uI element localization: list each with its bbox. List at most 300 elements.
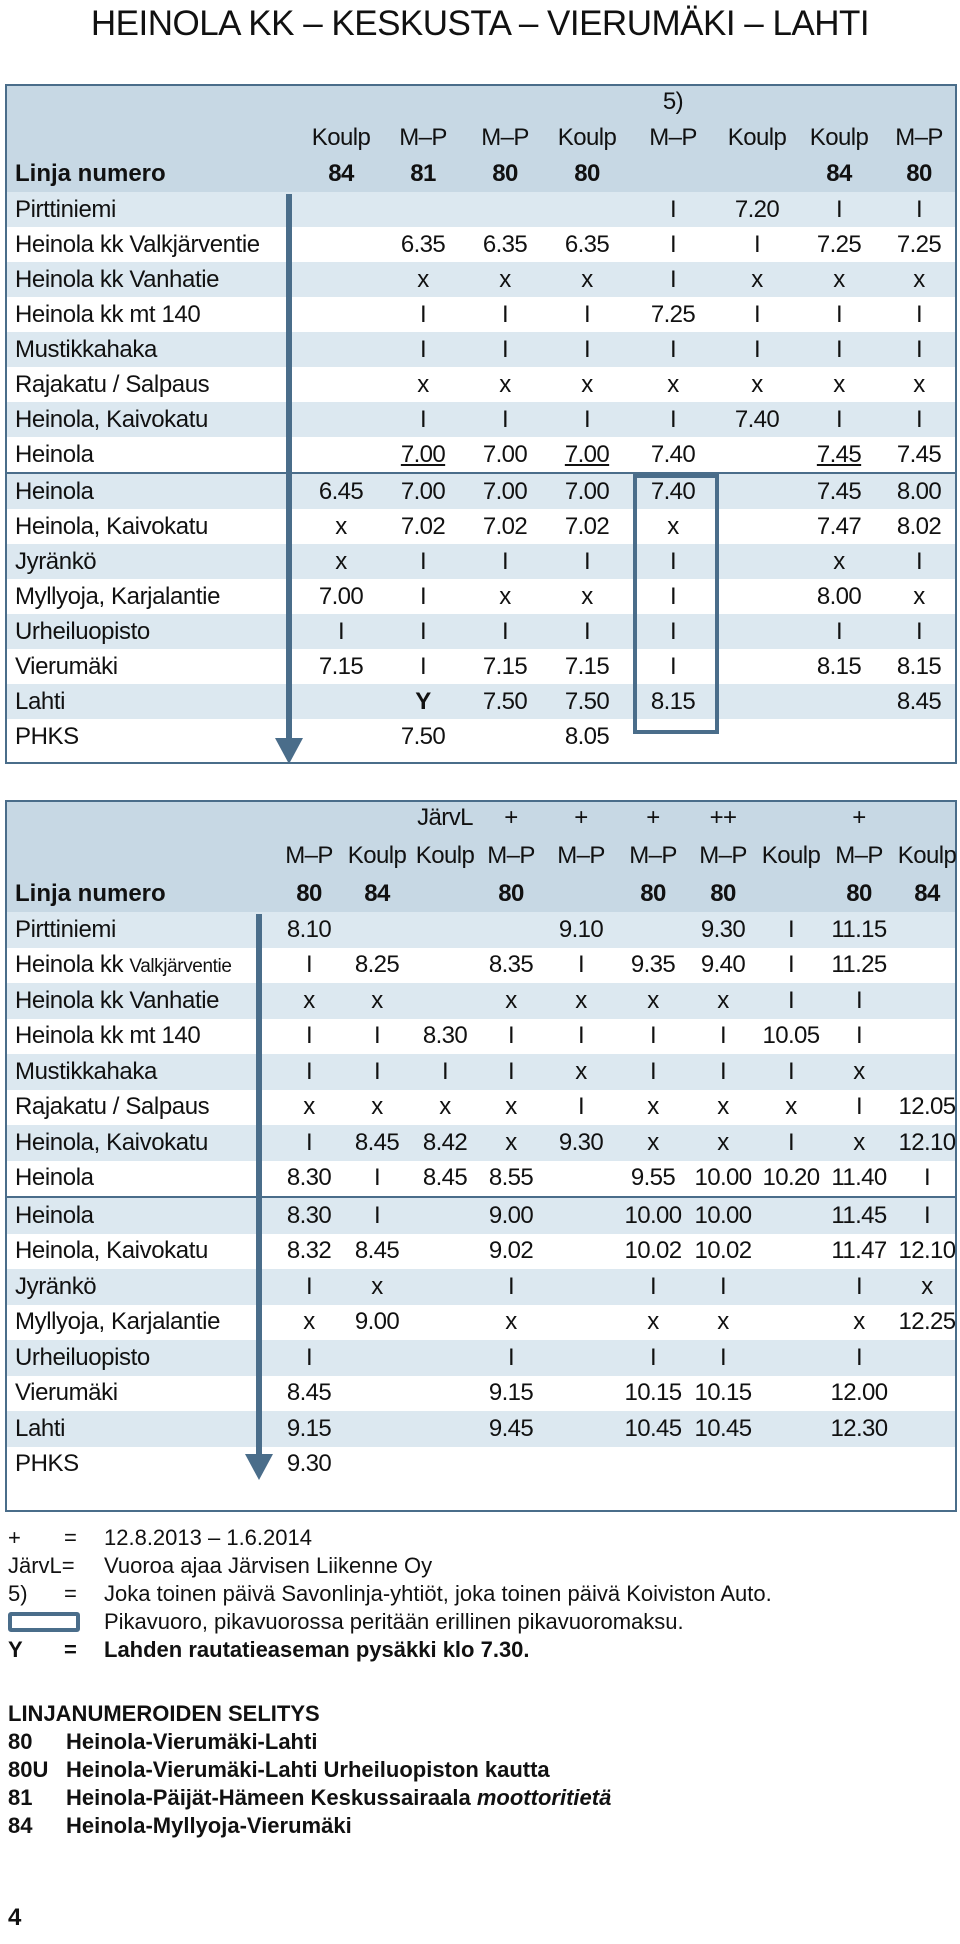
time-cell: I — [373, 1057, 381, 1085]
time-cell: 12.10 — [898, 1237, 956, 1265]
stop-name: Heinola — [15, 1201, 94, 1229]
time-cell: x — [647, 1093, 659, 1121]
time-cell: I — [583, 405, 591, 433]
time-cell: 7.25 — [816, 230, 862, 258]
legend-number: 81 — [8, 1785, 33, 1810]
time-cell: I — [577, 1022, 585, 1050]
time-cell: 9.40 — [700, 951, 746, 979]
time-cell: 9.10 — [558, 915, 604, 943]
time-cell: 11.25 — [831, 951, 887, 979]
time-cell: 10.05 — [762, 1022, 820, 1050]
time-cell: I — [669, 335, 677, 363]
time-cell: 7.00 — [400, 440, 446, 468]
day-type: Koulp — [761, 842, 821, 869]
notes — [8, 1524, 948, 1664]
time-cell: x — [439, 1093, 451, 1121]
time-cell: I — [669, 652, 677, 680]
time-cell: 7.45 — [896, 440, 942, 468]
page-title: HEINOLA KK – KESKUSTA – VIERUMÄKI – LAHTI — [90, 4, 870, 43]
line-number: 84 — [826, 160, 852, 187]
note-row — [8, 1524, 948, 1552]
stop-name: Rajakatu / Salpaus — [15, 1093, 210, 1121]
note-eq: = — [64, 1525, 77, 1550]
time-cell: I — [719, 1022, 727, 1050]
time-cell: x — [371, 1272, 383, 1300]
row-background — [7, 192, 955, 227]
time-cell: I — [501, 547, 509, 575]
time-cell: I — [915, 300, 923, 328]
legend-text: Heinola-Päijät-Hämeen Keskussairaala moottoritietä — [66, 1785, 612, 1810]
time-cell: 8.35 — [488, 951, 534, 979]
time-cell: 11.47 — [831, 1237, 887, 1265]
line-number: 80 — [906, 160, 932, 187]
line-number: 80 — [710, 880, 736, 907]
footnote-marker: 5) — [662, 88, 684, 115]
note-eq: = — [64, 1637, 77, 1662]
timetable-morning — [5, 84, 957, 764]
note-row — [8, 1580, 948, 1608]
time-cell: x — [717, 986, 729, 1014]
stop-name: Jyränkö — [15, 547, 97, 575]
time-cell: I — [501, 405, 509, 433]
time-cell: I — [669, 582, 677, 610]
time-cell: 7.00 — [564, 477, 610, 505]
time-cell: 7.40 — [650, 440, 696, 468]
time-cell: I — [577, 1093, 585, 1121]
time-cell: 7.47 — [816, 512, 862, 540]
legend-text: Heinola-Vierumäki-Lahti Urheiluopiston kautta — [66, 1757, 550, 1782]
time-cell: I — [669, 265, 677, 293]
time-cell: x — [751, 370, 763, 398]
row-background — [7, 1376, 955, 1412]
time-cell: I — [855, 1093, 863, 1121]
stop-name: Heinola, Kaivokatu — [15, 405, 208, 433]
note-text: Vuoroa ajaa Järvisen Liikenne Oy — [104, 1553, 433, 1578]
time-cell: x — [921, 1272, 933, 1300]
time-cell: 7.50 — [482, 687, 528, 715]
time-cell: 9.30 — [558, 1128, 604, 1156]
time-cell: x — [581, 370, 593, 398]
time-cell: 12.00 — [830, 1379, 888, 1407]
time-cell: I — [583, 335, 591, 363]
time-cell: 8.10 — [286, 915, 332, 943]
time-cell: I — [577, 951, 585, 979]
time-cell: I — [507, 1343, 515, 1371]
note-text: 12.8.2013 – 1.6.2014 — [104, 1525, 312, 1550]
stop-name: Lahti — [15, 687, 66, 715]
time-cell: 9.00 — [488, 1201, 534, 1229]
footnote-marker: + — [504, 804, 518, 831]
row-background — [7, 1198, 955, 1234]
row-background — [7, 474, 955, 509]
footnote-marker: ++ — [709, 804, 737, 831]
line-number: 80 — [640, 880, 666, 907]
time-cell: x — [499, 265, 511, 293]
row-background — [7, 1447, 955, 1483]
time-cell: x — [717, 1128, 729, 1156]
time-cell: I — [305, 1128, 313, 1156]
time-cell: I — [835, 195, 843, 223]
time-cell: 7.00 — [564, 440, 610, 468]
time-cell: x — [667, 512, 679, 540]
line-number: 84 — [914, 880, 940, 907]
time-cell: 7.25 — [896, 230, 942, 258]
time-cell: 8.15 — [650, 687, 696, 715]
time-cell: 7.25 — [650, 300, 696, 328]
time-cell: x — [833, 547, 845, 575]
row-background — [7, 437, 955, 472]
time-cell: 7.45 — [816, 477, 862, 505]
time-cell: I — [915, 617, 923, 645]
time-cell: 7.02 — [564, 512, 610, 540]
stop-name: Heinola kk Vanhatie — [15, 986, 220, 1014]
time-cell: x — [717, 1308, 729, 1336]
time-cell: I — [669, 547, 677, 575]
stop-name: Rajakatu / Salpaus — [15, 370, 210, 398]
day-type: M–P — [629, 842, 677, 869]
time-cell: 7.40 — [734, 405, 780, 433]
day-type: Koulp — [347, 842, 407, 869]
stop-name: Jyränkö — [15, 1272, 97, 1300]
day-type: M–P — [557, 842, 605, 869]
time-cell: x — [505, 1093, 517, 1121]
row-background — [7, 719, 955, 754]
note-key: Y — [8, 1637, 23, 1662]
time-cell: I — [507, 1057, 515, 1085]
time-cell: 6.35 — [564, 230, 610, 258]
row-background — [7, 544, 955, 579]
direction-arrow-line — [286, 194, 292, 740]
express-route-box — [633, 474, 719, 734]
time-cell: I — [507, 1022, 515, 1050]
footnote-marker: + — [646, 804, 660, 831]
day-type: M–P — [399, 124, 447, 151]
time-cell: x — [581, 265, 593, 293]
time-cell: I — [719, 1343, 727, 1371]
legend-number: 80 — [8, 1729, 33, 1754]
time-cell: 9.30 — [700, 915, 746, 943]
legend-item — [8, 1756, 550, 1784]
time-cell: I — [719, 1272, 727, 1300]
time-cell: I — [419, 547, 427, 575]
time-cell: I — [669, 195, 677, 223]
time-cell: x — [335, 512, 347, 540]
time-cell: I — [419, 617, 427, 645]
stop-name: Myllyoja, Karjalantie — [15, 1308, 221, 1336]
time-cell: 8.05 — [564, 722, 610, 750]
time-cell: 8.15 — [816, 652, 862, 680]
day-type: Koulp — [897, 842, 957, 869]
row-background — [7, 649, 955, 684]
time-cell: 10.15 — [694, 1379, 752, 1407]
time-cell: I — [753, 335, 761, 363]
stop-name: Heinola kk Vanhatie — [15, 265, 220, 293]
time-cell: I — [305, 1022, 313, 1050]
stop-name: Pirttiniemi — [15, 195, 116, 223]
line-number: 80 — [846, 880, 872, 907]
time-cell: I — [835, 335, 843, 363]
time-cell: I — [649, 1022, 657, 1050]
time-cell: I — [787, 1128, 795, 1156]
stop-name: Heinola — [15, 440, 94, 468]
note-key: 5) — [8, 1581, 28, 1606]
time-cell: 8.30 — [286, 1164, 332, 1192]
time-cell: x — [417, 265, 429, 293]
time-cell: I — [419, 300, 427, 328]
line-number: 80 — [296, 880, 322, 907]
time-cell: x — [853, 1308, 865, 1336]
time-cell: I — [855, 1272, 863, 1300]
time-cell: I — [441, 1057, 449, 1085]
time-cell: I — [337, 617, 345, 645]
line-number: 80 — [574, 160, 600, 187]
time-cell: I — [669, 617, 677, 645]
time-cell: 8.42 — [422, 1128, 468, 1156]
line-number-label: Linja numero — [15, 160, 166, 187]
time-cell: 10.45 — [694, 1414, 752, 1442]
line-number: 81 — [410, 160, 436, 187]
time-cell: I — [669, 230, 677, 258]
time-cell: 9.55 — [630, 1164, 676, 1192]
time-cell: 8.32 — [286, 1237, 332, 1265]
time-cell: x — [335, 547, 347, 575]
time-cell: x — [785, 1093, 797, 1121]
time-cell: x — [575, 986, 587, 1014]
stop-name: Mustikkahaka — [15, 335, 157, 363]
time-cell: x — [303, 1308, 315, 1336]
time-cell: I — [373, 1164, 381, 1192]
time-cell: x — [575, 1057, 587, 1085]
time-cell: I — [923, 1164, 931, 1192]
express-legend-box — [8, 1612, 80, 1632]
time-cell: 7.15 — [564, 652, 610, 680]
time-cell: 7.02 — [482, 512, 528, 540]
time-cell: 11.40 — [831, 1164, 887, 1192]
legend-number: 84 — [8, 1813, 33, 1838]
stop-name: Vierumäki — [15, 652, 118, 680]
note-key: JärvL= — [8, 1553, 75, 1578]
direction-arrow-icon — [275, 738, 303, 764]
time-cell: 12.25 — [898, 1308, 956, 1336]
day-type: M–P — [481, 124, 529, 151]
time-cell: x — [499, 370, 511, 398]
time-cell: 10.15 — [624, 1379, 682, 1407]
time-cell: 8.30 — [286, 1201, 332, 1229]
day-type: M–P — [699, 842, 747, 869]
day-type: Koulp — [311, 124, 371, 151]
time-cell: x — [751, 265, 763, 293]
stop-name: PHKS — [15, 1450, 79, 1478]
line-number: 84 — [364, 880, 390, 907]
stop-name: PHKS — [15, 722, 79, 750]
section-divider — [7, 1196, 955, 1198]
stop-name: Heinola kk mt 140 — [15, 1022, 201, 1050]
time-cell: 7.15 — [318, 652, 364, 680]
time-cell: x — [913, 370, 925, 398]
time-cell: x — [581, 582, 593, 610]
day-type: M–P — [649, 124, 697, 151]
time-cell: I — [835, 405, 843, 433]
stop-name: Lahti — [15, 1414, 66, 1442]
note-text: Lahden rautatieaseman pysäkki klo 7.30. — [104, 1637, 530, 1662]
time-cell: I — [583, 547, 591, 575]
time-cell: 9.45 — [488, 1414, 534, 1442]
day-type: M–P — [285, 842, 333, 869]
time-cell: I — [649, 1272, 657, 1300]
note-text: Joka toinen päivä Savonlinja-yhtiöt, joka toinen päivä Koiviston Auto. — [104, 1581, 772, 1606]
legend-text: Heinola-Vierumäki-Lahti — [66, 1729, 318, 1754]
time-cell: x — [303, 986, 315, 1014]
time-cell: I — [305, 1057, 313, 1085]
stop-name: Vierumäki — [15, 1379, 118, 1407]
legend-item — [8, 1784, 612, 1812]
time-cell: 8.00 — [896, 477, 942, 505]
time-cell: I — [649, 1343, 657, 1371]
time-cell: 8.00 — [816, 582, 862, 610]
time-cell: 7.45 — [816, 440, 862, 468]
time-cell: 12.05 — [898, 1093, 956, 1121]
time-cell: x — [647, 986, 659, 1014]
stop-name: Urheiluopisto — [15, 1343, 150, 1371]
time-cell: 10.00 — [624, 1201, 682, 1229]
line-number-label: Linja numero — [15, 880, 166, 907]
time-cell: x — [371, 986, 383, 1014]
time-cell: I — [753, 230, 761, 258]
time-cell: I — [501, 300, 509, 328]
time-cell: x — [717, 1093, 729, 1121]
time-cell: I — [719, 1057, 727, 1085]
time-cell: 10.20 — [762, 1164, 820, 1192]
note-row — [8, 1636, 948, 1664]
day-type: Koulp — [727, 124, 787, 151]
stop-name: Heinola kk Valkjärventie — [15, 951, 232, 979]
time-cell: 7.50 — [400, 722, 446, 750]
note-key: + — [8, 1525, 21, 1550]
time-cell: 8.55 — [488, 1164, 534, 1192]
time-cell: 10.00 — [694, 1164, 752, 1192]
time-cell: 8.30 — [422, 1022, 468, 1050]
stop-name: Urheiluopisto — [15, 617, 150, 645]
stop-name: Myllyoja, Karjalantie — [15, 582, 221, 610]
line-number: 80 — [492, 160, 518, 187]
time-cell: I — [305, 951, 313, 979]
time-cell: I — [649, 1057, 657, 1085]
day-type: Koulp — [557, 124, 617, 151]
stop-name: Heinola, Kaivokatu — [15, 512, 208, 540]
stop-name: Heinola — [15, 1164, 94, 1192]
time-cell: 9.30 — [286, 1450, 332, 1478]
time-cell: 7.15 — [482, 652, 528, 680]
time-cell: x — [505, 1128, 517, 1156]
timetable-forenoon — [5, 800, 957, 1512]
note-row — [8, 1608, 948, 1636]
time-cell: I — [373, 1022, 381, 1050]
time-cell: 7.20 — [734, 195, 780, 223]
time-cell: x — [371, 1093, 383, 1121]
footnote-marker: JärvL — [417, 804, 473, 831]
direction-arrow-icon — [245, 1454, 273, 1480]
time-cell: 7.00 — [400, 477, 446, 505]
time-cell: I — [373, 1201, 381, 1229]
time-cell: 11.15 — [831, 915, 887, 943]
time-cell: 10.00 — [694, 1201, 752, 1229]
row-background — [7, 1269, 955, 1305]
time-cell: I — [915, 405, 923, 433]
time-cell: I — [583, 617, 591, 645]
time-cell: 7.02 — [400, 512, 446, 540]
time-cell: x — [853, 1057, 865, 1085]
time-cell: I — [915, 195, 923, 223]
time-cell: x — [913, 582, 925, 610]
line-number: 84 — [328, 160, 354, 187]
time-cell: I — [583, 300, 591, 328]
time-cell: I — [787, 986, 795, 1014]
line-number-legend — [8, 1700, 612, 1840]
stop-name: Heinola kk Valkjärventie — [15, 230, 260, 258]
stop-name: Heinola kk mt 140 — [15, 300, 201, 328]
time-cell: 12.30 — [830, 1414, 888, 1442]
time-cell: 6.35 — [400, 230, 446, 258]
time-cell: 7.50 — [564, 687, 610, 715]
time-cell: 8.45 — [422, 1164, 468, 1192]
time-cell: 11.45 — [831, 1201, 887, 1229]
page-number: 4 — [8, 1904, 22, 1931]
note-row — [8, 1552, 948, 1580]
day-type: Koulp — [809, 124, 869, 151]
time-cell: 9.00 — [354, 1308, 400, 1336]
day-type: M–P — [895, 124, 943, 151]
time-cell: I — [501, 335, 509, 363]
legend-item — [8, 1728, 320, 1756]
time-cell: I — [923, 1201, 931, 1229]
note-text: Pikavuoro, pikavuorossa peritään erillinen pikavuoromaksu. — [104, 1609, 684, 1634]
time-cell: I — [419, 335, 427, 363]
time-cell: 12.10 — [898, 1128, 956, 1156]
day-type: M–P — [835, 842, 883, 869]
time-cell: 7.00 — [482, 440, 528, 468]
time-cell: 9.15 — [286, 1414, 332, 1442]
time-cell: 8.45 — [354, 1128, 400, 1156]
time-cell: 8.02 — [896, 512, 942, 540]
time-cell: 6.45 — [318, 477, 364, 505]
line-number: 80 — [498, 880, 524, 907]
time-cell: I — [419, 405, 427, 433]
time-cell: I — [507, 1272, 515, 1300]
section-divider — [7, 472, 955, 474]
time-cell: I — [835, 300, 843, 328]
time-cell: 9.15 — [488, 1379, 534, 1407]
time-cell: 8.45 — [896, 687, 942, 715]
row-background — [7, 912, 955, 948]
footnote-marker: + — [574, 804, 588, 831]
time-cell: 7.00 — [482, 477, 528, 505]
time-cell: I — [787, 915, 795, 943]
time-cell: I — [419, 652, 427, 680]
time-cell: 8.25 — [354, 951, 400, 979]
stop-name: Mustikkahaka — [15, 1057, 157, 1085]
time-cell: x — [505, 1308, 517, 1336]
time-cell: I — [753, 300, 761, 328]
time-cell: I — [787, 951, 795, 979]
time-cell: x — [647, 1128, 659, 1156]
time-cell: I — [855, 1343, 863, 1371]
time-cell: x — [667, 370, 679, 398]
time-cell: Y — [415, 687, 431, 715]
stop-name: Heinola — [15, 477, 94, 505]
note-eq: = — [64, 1581, 77, 1606]
day-type: Koulp — [415, 842, 475, 869]
direction-arrow-line — [256, 914, 262, 1456]
